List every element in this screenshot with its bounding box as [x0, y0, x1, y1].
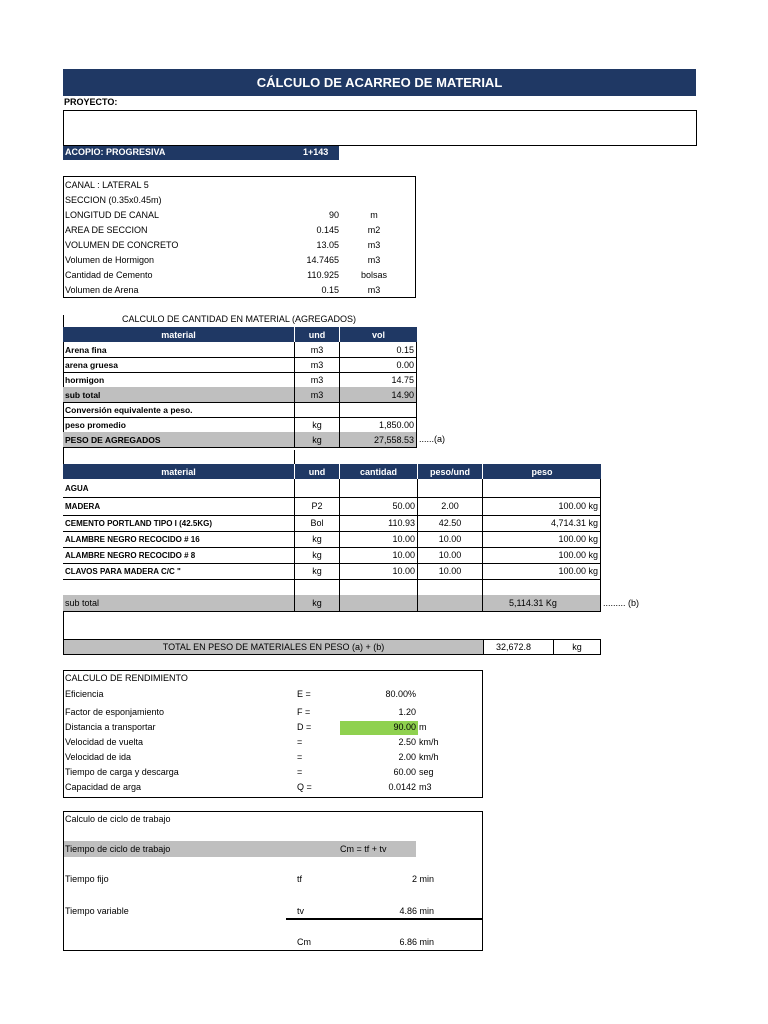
materiales-table	[63, 464, 640, 656]
materiales-peso_und	[417, 479, 482, 497]
materiales-material: CLAVOS PARA MADERA C/C "	[65, 566, 181, 576]
agregados-material: Arena fina	[65, 344, 107, 355]
total-row	[63, 639, 601, 655]
materiales-cantidad: 50.00	[339, 497, 417, 515]
canal-label: SECCION (0.35x0.45m)	[65, 195, 162, 205]
rendimiento-symbol: E =	[297, 689, 311, 699]
total-value: 32,672.8	[483, 640, 553, 654]
rendimiento-unit: m3	[419, 782, 432, 792]
agregados-und	[294, 402, 339, 417]
agregados-material: PESO DE AGREGADOS	[65, 434, 161, 445]
agregados-und: kg	[294, 417, 339, 432]
materiales-subtotal-und: kg	[294, 595, 339, 611]
agregados-vol: 1,850.00	[339, 417, 417, 432]
canal-unit: m3	[367, 240, 381, 250]
rendimiento-symbol: D =	[297, 722, 312, 732]
rendimiento-value: 60.00	[393, 767, 416, 777]
materiales-empty-row	[63, 579, 601, 596]
materiales-empty-cell	[417, 579, 482, 595]
proyecto-field[interactable]	[63, 110, 697, 146]
materiales-und: kg	[294, 563, 339, 579]
canal-label: AREA DE SECCION	[65, 225, 148, 235]
materiales-subtotal-empty	[339, 595, 417, 611]
agregados-row	[63, 372, 417, 388]
canal-value: 0.15	[321, 285, 339, 295]
rendimiento-value-cell	[340, 736, 418, 750]
materiales-subtotal-note: ......... (b)	[603, 598, 640, 608]
rendimiento-value: 1.20	[398, 707, 416, 717]
agregados-row	[63, 387, 417, 403]
ciclo-header	[64, 841, 416, 857]
rendimiento-symbol: F =	[297, 707, 311, 717]
agregados-note: ......(a)	[419, 434, 446, 444]
materiales-cantidad: 10.00	[339, 547, 417, 563]
materiales-spacer-left	[63, 450, 64, 464]
materiales-peso: 100.00 kg	[482, 497, 601, 515]
agregados-vol: 14.90	[339, 387, 417, 402]
acopio-label: ACOPIO: PROGRESIVA	[65, 147, 166, 157]
rendimiento-value: 2.50	[398, 737, 416, 747]
materiales-peso: 100.00 kg	[482, 547, 601, 563]
rendimiento-value-cell	[340, 688, 418, 702]
agregados-row	[63, 357, 417, 373]
materiales-header-2: cantidad	[339, 464, 417, 479]
ciclo-header-label: Tiempo de ciclo de trabajo	[65, 844, 171, 854]
materiales-subtotal-label: sub total	[65, 598, 100, 608]
materiales-material: AGUA	[65, 483, 89, 493]
materiales-peso_und: 10.00	[417, 531, 482, 547]
materiales-row	[63, 547, 601, 564]
canal-value: 0.145	[316, 225, 339, 235]
agregados-material: hormigon	[65, 374, 105, 385]
rendimiento-label: Tiempo de carga y descarga	[65, 767, 179, 777]
rendimiento-value-cell	[340, 781, 418, 795]
rendimiento-value-cell	[340, 766, 418, 780]
page-title: CÁLCULO DE ACARREO DE MATERIAL	[63, 69, 696, 96]
rendimiento-symbol: Q =	[297, 782, 312, 792]
agregados-vol: 27,558.53	[339, 432, 417, 447]
total-label: TOTAL EN PESO DE MATERIALES EN PESO (a) + (b)	[162, 642, 385, 652]
materiales-cantidad: 10.00	[339, 531, 417, 547]
materiales-material: ALAMBRE NEGRO RECOCIDO # 8	[65, 550, 196, 560]
canal-label: LONGITUD DE CANAL	[65, 210, 160, 220]
materiales-empty-cell	[339, 579, 417, 595]
agregados-row	[63, 432, 417, 448]
materiales-und: kg	[294, 547, 339, 563]
materiales-row	[63, 479, 601, 498]
total-unit: kg	[553, 640, 600, 654]
canal-label: Volumen de Arena	[65, 285, 139, 295]
agregados-vol: 0.00	[339, 357, 417, 372]
rendimiento-symbol: =	[297, 767, 303, 777]
ciclo-label: Tiempo fijo	[65, 874, 109, 884]
canal-label: CANAL : LATERAL 5	[65, 180, 149, 190]
agregados-row	[63, 342, 417, 358]
materiales-header-0: material	[161, 466, 196, 477]
agregados-material: sub total	[65, 389, 101, 400]
rendimiento-value: 90.00	[393, 722, 416, 732]
materiales-peso: 100.00 kg	[482, 563, 601, 579]
rendimiento-label: Distancia a transportar	[65, 722, 156, 732]
agregados-vol: 0.15	[339, 342, 417, 357]
rendimiento-unit: m	[419, 722, 427, 732]
materiales-empty-cell	[482, 579, 601, 595]
agregados-vol	[339, 402, 417, 417]
materiales-cantidad: 110.93	[339, 515, 417, 531]
canal-table	[63, 176, 416, 298]
rendimiento-label: Velocidad de vuelta	[65, 737, 144, 747]
canal-value: 110.925	[307, 270, 339, 280]
agregados-row	[63, 402, 417, 418]
rendimiento-value: 0.0142	[388, 782, 416, 792]
canal-label: VOLUMEN DE CONCRETO	[65, 240, 179, 250]
materiales-peso_und: 42.50	[417, 515, 482, 531]
ciclo-value: 6.86 min	[399, 937, 434, 947]
rendimiento-title: CALCULO DE RENDIMIENTO	[65, 673, 188, 683]
agregados-material: arena gruesa	[65, 359, 118, 370]
ciclo-header-formula: Cm = tf + tv	[340, 844, 387, 854]
agregados-title: CALCULO DE CANTIDAD EN MATERIAL (AGREGADOS)	[122, 314, 357, 324]
materiales-spacer-mid	[294, 450, 295, 464]
materiales-material: MADERA	[65, 501, 101, 511]
agregados-header-vol: vol	[339, 327, 417, 342]
materiales-row	[63, 515, 601, 532]
rendimiento-value: 80.00%	[385, 689, 416, 699]
materiales-row	[63, 497, 601, 516]
ciclo-value: 2 min	[411, 874, 434, 884]
materiales-peso	[482, 479, 601, 497]
rendimiento-value-cell	[340, 751, 418, 765]
canal-value: 14.7465	[306, 255, 339, 265]
materiales-subtotal-row	[63, 595, 601, 612]
canal-unit: m3	[367, 255, 381, 265]
agregados-und: m3	[294, 342, 339, 357]
rendimiento-unit: km/h	[419, 737, 439, 747]
ciclo-label: Tiempo variable	[65, 906, 129, 916]
agregados-material: Conversión equivalente a peso.	[65, 404, 193, 415]
agregados-und: kg	[294, 432, 339, 447]
materiales-header-4: peso	[482, 464, 601, 479]
rendimiento-symbol: =	[297, 752, 303, 762]
materiales-empty-cell	[294, 579, 339, 595]
materiales-left-border	[63, 611, 64, 639]
rendimiento-unit: seg	[419, 767, 434, 777]
rendimiento-unit: km/h	[419, 752, 439, 762]
canal-value: 13.05	[316, 240, 339, 250]
canal-unit: m	[370, 210, 378, 220]
rendimiento-label: Velocidad de ida	[65, 752, 132, 762]
materiales-subtotal-empty	[417, 595, 482, 611]
materiales-und: Bol	[294, 515, 339, 531]
agregados-und: m3	[294, 372, 339, 387]
materiales-subtotal-peso: 5,114.31 Kg	[482, 595, 601, 611]
ciclo-title: Calculo de ciclo de trabajo	[65, 814, 171, 824]
agregados-und: m3	[294, 357, 339, 372]
agregados-table	[63, 327, 446, 450]
agregados-row	[63, 417, 417, 433]
ciclo-symbol: tf	[297, 874, 303, 884]
materiales-und	[294, 479, 339, 497]
ciclo-symbol: Cm	[297, 937, 311, 947]
canal-unit: bolsas	[360, 270, 387, 280]
materiales-header	[63, 464, 601, 479]
rendimiento-table	[63, 670, 483, 798]
materiales-cantidad	[339, 479, 417, 497]
ciclo-table	[63, 811, 483, 951]
materiales-peso_und: 10.00	[417, 547, 482, 563]
rendimiento-value: 2.00	[398, 752, 416, 762]
canal-label: Volumen de Hormigon	[65, 255, 155, 265]
rendimiento-label: Factor de esponjamiento	[65, 707, 165, 717]
rendimiento-label: Capacidad de arga	[65, 782, 142, 792]
materiales-row	[63, 531, 601, 548]
materiales-peso: 4,714.31 kg	[482, 515, 601, 531]
rendimiento-value-cell	[340, 721, 418, 735]
ciclo-value: 4.86 min	[399, 906, 434, 916]
canal-value: 90	[328, 210, 339, 220]
acopio-value: 1+143	[303, 147, 329, 157]
materiales-header-1: und	[294, 464, 339, 479]
materiales-cantidad: 10.00	[339, 563, 417, 579]
proyecto-label: PROYECTO:	[64, 97, 118, 107]
rendimiento-symbol: =	[297, 737, 303, 747]
materiales-empty-cell	[63, 579, 294, 595]
materiales-row	[63, 563, 601, 580]
materiales-peso: 100.00 kg	[482, 531, 601, 547]
canal-unit: m3	[367, 285, 381, 295]
agregados-und: m3	[294, 387, 339, 402]
canal-unit: m2	[367, 225, 381, 235]
acopio-bar	[63, 146, 339, 160]
materiales-header-3: peso/und	[417, 464, 482, 479]
materiales-und: P2	[294, 497, 339, 515]
ciclo-symbol: tv	[297, 906, 305, 916]
agregados-header	[63, 327, 417, 342]
agregados-material: peso promedio	[65, 419, 126, 430]
agregados-header-und: und	[294, 327, 339, 342]
materiales-peso_und: 10.00	[417, 563, 482, 579]
rendimiento-label: Eficiencia	[65, 689, 104, 699]
materiales-und: kg	[294, 531, 339, 547]
materiales-material: ALAMBRE NEGRO RECOCIDO # 16	[65, 534, 200, 544]
materiales-peso_und: 2.00	[417, 497, 482, 515]
ciclo-sum-line	[286, 918, 482, 920]
agregados-vol: 14.75	[339, 372, 417, 387]
agregados-header-material: material	[161, 329, 196, 340]
materiales-material: CEMENTO PORTLAND TIPO I (42.5KG)	[65, 518, 212, 528]
rendimiento-value-cell	[340, 706, 418, 720]
canal-label: Cantidad de Cemento	[65, 270, 153, 280]
